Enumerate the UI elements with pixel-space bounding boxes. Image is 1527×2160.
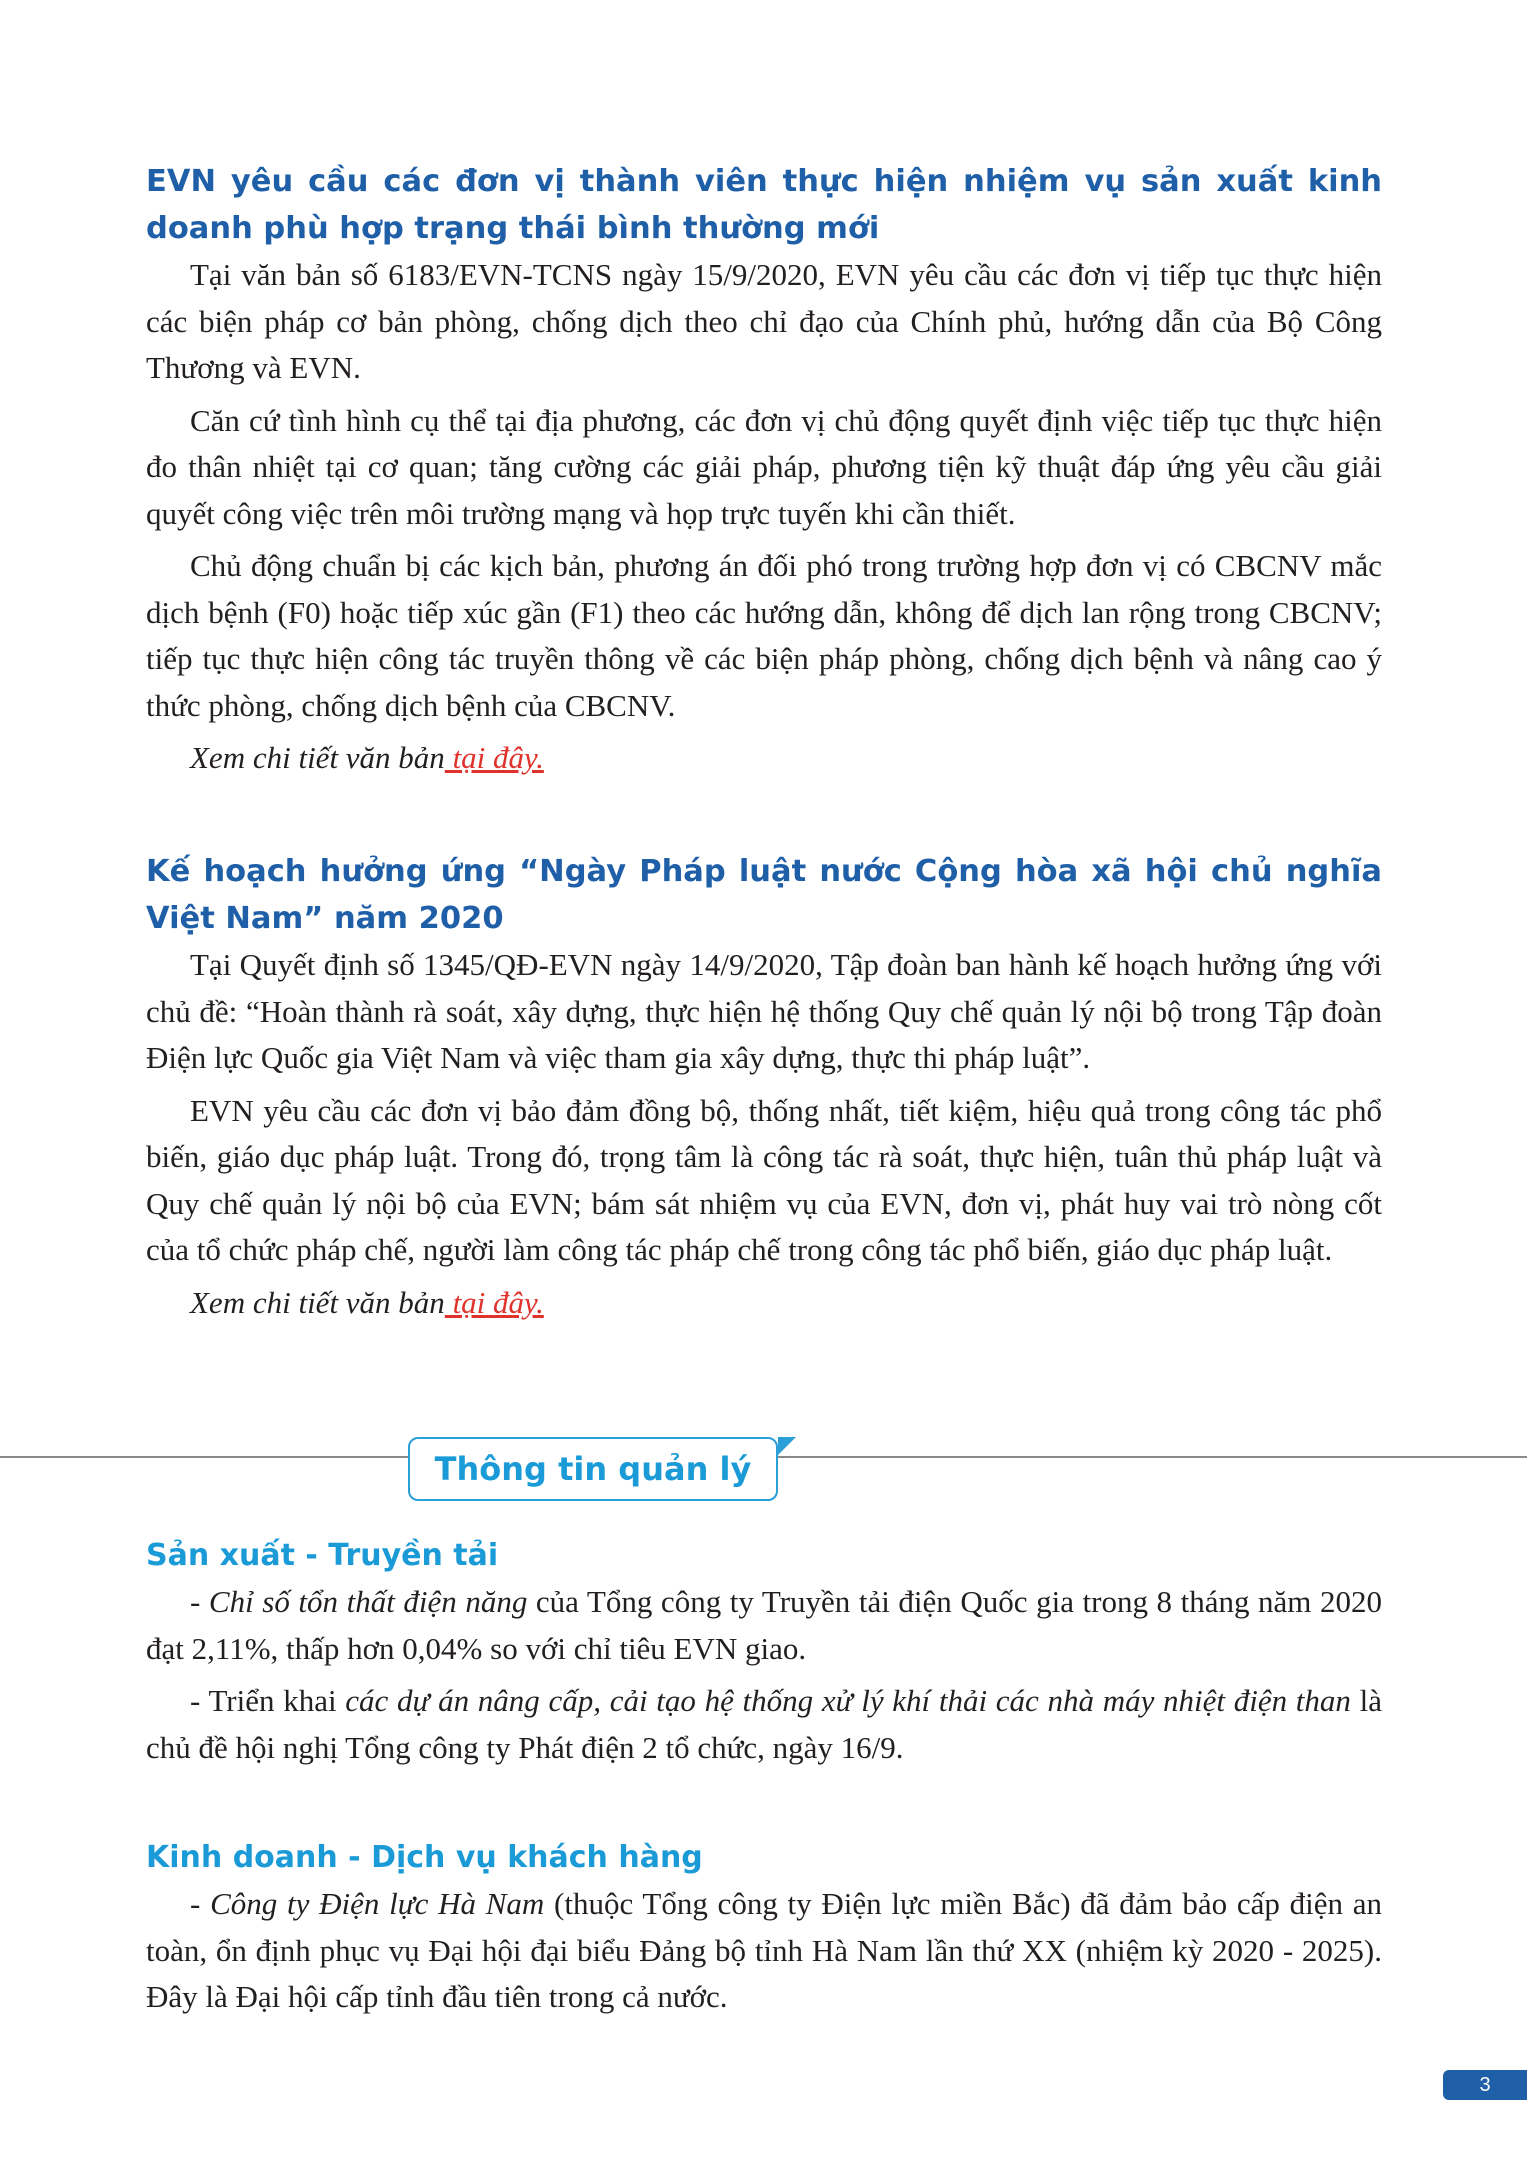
section-title: Sản xuất - Truyền tải [146, 1538, 499, 1573]
emphasis-text: Công ty Điện lực Hà Nam [210, 1886, 545, 1921]
item-text: của Tổng công ty Truyền tải điện Quốc gia trong 8 tháng năm 2020 đạt 2,11%, thấp hơn 0,04% so với chỉ tiêu EVN giao. [146, 1584, 1382, 1666]
bullet-item [146, 1579, 1382, 1672]
article-evn-new-normal [146, 158, 1382, 782]
see-more-text: Xem chi tiết văn bản [190, 1284, 445, 1320]
banner-corner-decoration [778, 1437, 796, 1455]
item-text: (thuộc Tổng công ty Điện lực miền Bắc) đã đảm bảo cấp điện an toàn, ổn định phục vụ Đại hội đại biểu Đảng bộ tỉnh Hà Nam lần thứ XX (nhiệm kỳ 2020 - 2025). Đây là Đại hội cấp tỉnh đầu tiên trong cả nước. [146, 1886, 1382, 2014]
paragraph: Tại Quyết định số 1345/QĐ-EVN ngày 14/9/2020, Tập đoàn ban hành kế hoạch hưởng ứng với chủ đề: “Hoàn thành rà soát, xây dựng, thực hiện hệ thống Quy chế quản lý nội bộ trong Tập đoàn Điện lực Quốc gia Việt Nam và việc tham gia xây dựng, thực thi pháp luật”. [146, 947, 1382, 1075]
paragraph: EVN yêu cầu các đơn vị bảo đảm đồng bộ, thống nhất, tiết kiệm, hiệu quả trong công tác phổ biến, giáo dục pháp luật. Trong đó, trọng tâm là công tác rà soát, thực hiện, tuân thủ pháp luật và Quy chế quản lý nội bộ của EVN; bám sát nhiệm vụ của EVN, đơn vị, phát huy vai trò nòng cốt của tổ chức pháp chế, người làm công tác pháp chế trong công tác phổ biến, giáo dục pháp luật. [146, 1092, 1382, 1267]
item-text: là chủ đề hội nghị Tổng công ty Phát điện 2 tổ chức, ngày 16/9. [146, 1683, 1382, 1765]
bullet-item [146, 1678, 1382, 1771]
article-law-day [146, 848, 1382, 1326]
section-banner: Thông tin quản lý [408, 1437, 778, 1501]
article-title: Kế hoạch hưởng ứng “Ngày Pháp luật nước Cộng hòa xã hội chủ nghĩa Việt Nam” năm 2020 [146, 854, 1382, 936]
article-title: EVN yêu cầu các đơn vị thành viên thực hiện nhiệm vụ sản xuất kinh doanh phù hợp trạng thái bình thường mới [146, 164, 1382, 246]
emphasis-text: Chỉ số tổn thất điện năng [208, 1584, 528, 1619]
see-more-line [146, 735, 1382, 782]
see-more-line [146, 1280, 1382, 1327]
section-business-customer-service [146, 1834, 1382, 2021]
paragraph: Tại văn bản số 6183/EVN-TCNS ngày 15/9/2020, EVN yêu cầu các đơn vị tiếp tục thực hiện các biện pháp cơ bản phòng, chống dịch theo chỉ đạo của Chính phủ, hướng dẫn của Bộ Công Thương và EVN. [146, 257, 1382, 385]
details-link[interactable]: tại đây. [444, 1284, 544, 1320]
section-title: Kinh doanh - Dịch vụ khách hàng [146, 1840, 703, 1875]
bullet-dash: - [190, 1886, 211, 1921]
page-number-badge: 3 [1443, 2070, 1527, 2100]
emphasis-text: các dự án nâng cấp, cải tạo hệ thống xử lý khí thải các nhà máy nhiệt điện than [345, 1683, 1351, 1718]
paragraph: Căn cứ tình hình cụ thể tại địa phương, các đơn vị chủ động quyết định việc tiếp tục thực hiện đo thân nhiệt tại cơ quan; tăng cường các giải pháp, phương tiện kỹ thuật đáp ứng yêu cầu giải quyết công việc trên môi trường mạng và họp trực tuyến khi cần thiết. [146, 402, 1382, 531]
bullet-dash: - [190, 1584, 209, 1619]
section-production-transmission [146, 1532, 1382, 1771]
see-more-text: Xem chi tiết văn bản [190, 740, 445, 775]
paragraph: Chủ động chuẩn bị các kịch bản, phương án đối phó trong trường hợp đơn vị có CBCNV mắc dịch bệnh (F0) hoặc tiếp xúc gần (F1) theo các hướng dẫn, không để dịch lan rộng trong CBCNV; tiếp tục thực hiện công tác truyền thông về các biện pháp phòng, chống dịch bệnh và nâng cao ý thức phòng, chống dịch bệnh của CBCNV. [146, 548, 1382, 723]
bullet-dash: - Triển khai [190, 1683, 346, 1718]
bullet-item [146, 1881, 1382, 2021]
details-link[interactable]: tại đây. [444, 740, 544, 775]
